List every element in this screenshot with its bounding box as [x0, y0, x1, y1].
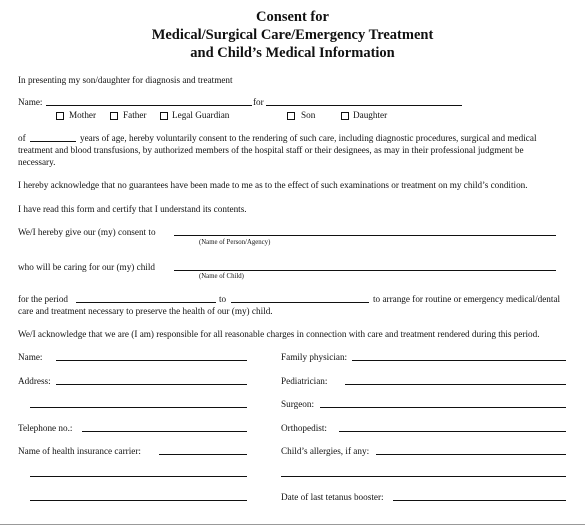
- family-physician-field[interactable]: [352, 360, 566, 361]
- contact-name-label: Name:: [18, 352, 43, 362]
- daughter-label: Daughter: [353, 110, 388, 120]
- person-agency-field[interactable]: [174, 235, 556, 236]
- period-to-label: to: [219, 294, 227, 304]
- tetanus-booster-field[interactable]: [393, 500, 566, 501]
- surgeon-field[interactable]: [320, 407, 566, 408]
- caring-for-label: who will be caring for our (my) child: [18, 262, 156, 272]
- address-label: Address:: [18, 376, 51, 386]
- contact-name-field[interactable]: [56, 360, 247, 361]
- surgeon-label: Surgeon:: [281, 399, 315, 409]
- person-agency-caption: (Name of Person/Agency): [199, 239, 271, 246]
- page-bottom-border: [0, 524, 585, 525]
- consent-to-label: We/I hereby give our (my) consent to: [18, 227, 156, 237]
- allergies-field-2[interactable]: [281, 476, 566, 477]
- intro-text: In presenting my son/daughter for diagnosis and treatment: [18, 75, 233, 85]
- daughter-checkbox[interactable]: [341, 112, 349, 120]
- read-certify-text: I have read this form and certify that I understand its contents.: [18, 204, 247, 214]
- address-field-2[interactable]: [30, 407, 247, 408]
- telephone-label: Telephone no.:: [18, 423, 73, 433]
- insurance-field-2[interactable]: [30, 476, 247, 477]
- period-start-field[interactable]: [76, 302, 216, 303]
- family-physician-label: Family physician:: [281, 352, 348, 362]
- address-field-1[interactable]: [56, 384, 247, 385]
- legal-guardian-label: Legal Guardian: [172, 110, 230, 120]
- telephone-field[interactable]: [82, 431, 247, 432]
- allergies-field-1[interactable]: [376, 454, 566, 455]
- age-field[interactable]: [30, 141, 76, 142]
- legal-guardian-checkbox[interactable]: [160, 112, 168, 120]
- child-name-caption: (Name of Child): [199, 273, 244, 280]
- period-label: for the period: [18, 294, 69, 304]
- acknowledgement-charges: We/I acknowledge that we are (I am) responsible for all reasonable charges in connection with care and treatment rendered during this period.: [18, 329, 540, 339]
- pediatrician-field[interactable]: [345, 384, 566, 385]
- father-checkbox[interactable]: [110, 112, 118, 120]
- orthopedist-field[interactable]: [339, 431, 566, 432]
- age-para-line-2: treatment and blood transfusions, by authorized members of the hospital staff or their designees, as may in their professional judgment be: [18, 145, 524, 155]
- acknowledgement-guarantees: I hereby acknowledge that no guarantees have been made to me as to the effect of such examinations or treatment on my child’s condition.: [18, 180, 528, 190]
- age-para-line-1: years of age, hereby voluntarily consent to the rendering of such care, including diagnostic procedures, surgical and medical: [80, 133, 537, 143]
- allergies-label: Child’s allergies, if any:: [281, 446, 370, 456]
- period-text-line-2: care and treatment necessary to preserve the health of our (my) child.: [18, 306, 273, 316]
- period-text-line-1: to arrange for routine or emergency medical/dental: [373, 294, 561, 304]
- form-title-line-2: Medical/Surgical Care/Emergency Treatment: [151, 27, 434, 43]
- insurance-label: Name of health insurance carrier:: [18, 446, 141, 456]
- father-label: Father: [123, 110, 147, 120]
- son-label: Son: [301, 110, 316, 120]
- form-title-line-3: and Child’s Medical Information: [190, 45, 395, 61]
- child-name-caring-field[interactable]: [174, 270, 556, 271]
- parent-name-field[interactable]: [46, 105, 252, 106]
- insurance-field-1[interactable]: [159, 454, 247, 455]
- orthopedist-label: Orthopedist:: [281, 423, 327, 433]
- son-checkbox[interactable]: [287, 112, 295, 120]
- period-end-field[interactable]: [231, 302, 369, 303]
- of-label: of: [18, 133, 26, 143]
- insurance-field-3[interactable]: [30, 500, 247, 501]
- pediatrician-label: Pediatrician:: [281, 376, 328, 386]
- for-label: for: [253, 97, 264, 107]
- age-para-line-3: necessary.: [18, 157, 56, 167]
- name-label: Name:: [18, 97, 43, 107]
- form-title-line-1: Consent for: [256, 9, 329, 25]
- child-name-field[interactable]: [266, 105, 462, 106]
- mother-checkbox[interactable]: [56, 112, 64, 120]
- mother-label: Mother: [69, 110, 97, 120]
- tetanus-booster-label: Date of last tetanus booster:: [281, 492, 384, 502]
